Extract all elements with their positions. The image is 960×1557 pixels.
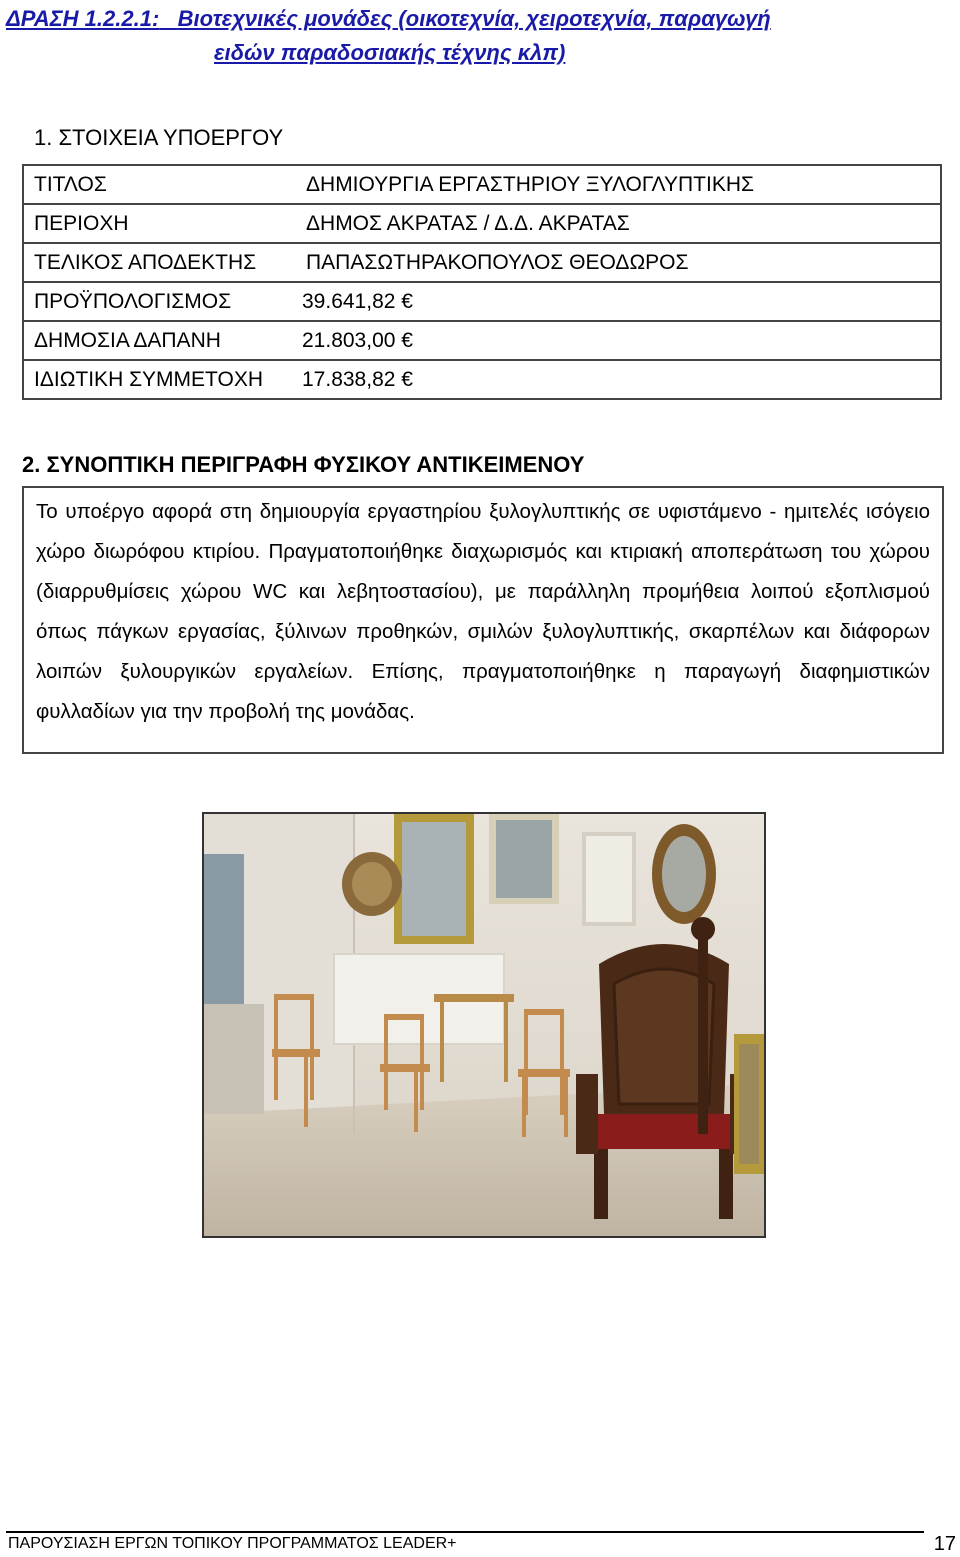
heading-title-line-2: ειδών παραδοσιακής τέχνης κλπ)	[214, 40, 566, 65]
description-text: Το υποέργο αφορά στη δημιουργία εργαστηρίου ξυλογλυπτικής σε υφιστάμενο - ημιτελές ισόγειο χώρο διωρόφου κτιρίου. Πραγματοποιήθηκε διαχωρισμός και κτιριακή αποπεράτωση του χώρου (διαρρυθμίσεις χώρου WC και λεβητοστασίου), με παράλληλη προμήθεια λοιπού εξοπλισμού όπως πάγκων εργασίας, ξύλινων προθηκών, σμιλών ξυλογλυπτικής, σκαρπέλων και διάφορων λοιπών ξυλουργικών εργαλείων. Επίσης, πραγματοποιήθηκε η παραγωγή διαφημιστικών φυλλαδίων για την προβολή της μονάδας.	[36, 500, 930, 723]
row-value: 39.641,82 €	[296, 282, 941, 321]
row-value: 21.803,00 €	[296, 321, 941, 360]
section-1-title: 1. ΣΤΟΙΧΕΙΑ ΥΠΟΕΡΓΟΥ	[34, 125, 284, 150]
row-label: ΤΙΤΛΟΣ	[23, 165, 296, 204]
table-row	[23, 321, 941, 360]
workshop-photo	[202, 812, 766, 1238]
document-heading	[6, 2, 960, 70]
row-label: ΙΔΙΩΤΙΚΗ ΣΥΜΜΕΤΟΧΗ	[23, 360, 296, 399]
row-value: ΠΑΠΑΣΩΤΗΡΑΚΟΠΟΥΛΟΣ ΘΕΟΔΩΡΟΣ	[296, 243, 941, 282]
row-value: ΔΗΜΙΟΥΡΓΙΑ ΕΡΓΑΣΤΗΡΙΟΥ ΞΥΛΟΓΛΥΠΤΙΚΗΣ	[296, 165, 941, 204]
heading-prefix: ΔΡΑΣΗ 1.2.2.1:	[6, 6, 160, 31]
table-row	[23, 243, 941, 282]
row-label: ΠΕΡΙΟΧΗ	[23, 204, 296, 243]
row-label: ΤΕΛΙΚΟΣ ΑΠΟΔΕΚΤΗΣ	[23, 243, 296, 282]
table-row	[23, 360, 941, 399]
description-box	[22, 486, 944, 754]
footer-rule	[6, 1531, 924, 1533]
section-2-title: 2. ΣΥΝΟΠΤΙΚΗ ΠΕΡΙΓΡΑΦΗ ΦΥΣΙΚΟΥ ΑΝΤΙΚΕΙΜΕΝΟΥ	[22, 452, 585, 477]
row-value: 17.838,82 €	[296, 360, 941, 399]
table-row	[23, 165, 941, 204]
workshop-photo-illustration	[204, 814, 764, 1236]
row-label: ΠΡΟΫΠΟΛΟΓΙΣΜΟΣ	[23, 282, 296, 321]
row-label: ΔΗΜΟΣΙΑ ΔΑΠΑΝΗ	[23, 321, 296, 360]
table-row	[23, 204, 941, 243]
heading-title-line-1: Βιοτεχνικές μονάδες (οικοτεχνία, χειροτεχνία, παραγωγή	[177, 6, 771, 31]
footer-text: ΠΑΡΟΥΣΙΑΣΗ ΕΡΓΩΝ ΤΟΠΙΚΟΥ ΠΡΟΓΡΑΜΜΑΤΟΣ LEADER+	[8, 1535, 457, 1552]
table-row	[23, 282, 941, 321]
page-number: 17	[933, 1533, 956, 1555]
project-info-table	[22, 164, 942, 400]
heading-line-1	[6, 2, 960, 36]
row-value: ΔΗΜΟΣ ΑΚΡΑΤΑΣ / Δ.Δ. ΑΚΡΑΤΑΣ	[296, 204, 941, 243]
